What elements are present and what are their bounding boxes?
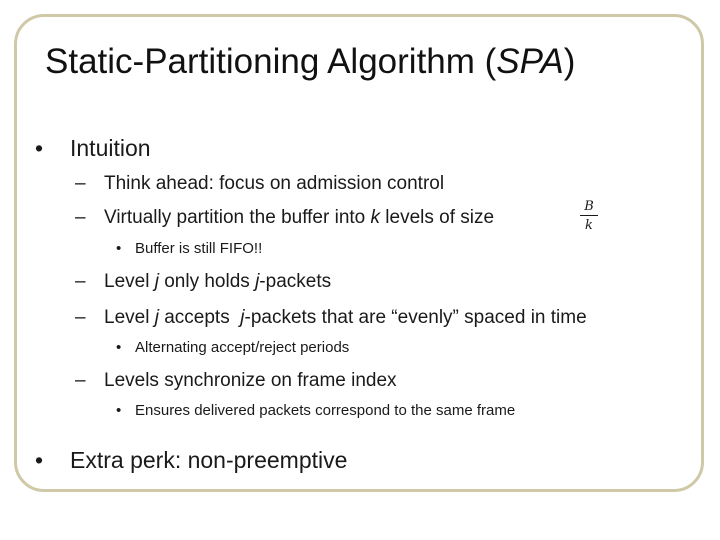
bullet-partition: [104, 208, 494, 227]
title-close: ): [563, 42, 576, 81]
accept-mid: accepts: [158, 307, 241, 328]
accept-var2: j: [240, 307, 245, 328]
fraction-denominator: k: [585, 218, 593, 233]
bullet-marker: •: [35, 447, 44, 473]
accept-var: j: [154, 307, 159, 328]
bullet-intuition: Intuition: [70, 135, 151, 161]
bullet-extra-perk: Extra perk: non-preemptive: [70, 447, 348, 473]
level-j-var2: j: [255, 271, 260, 292]
bullet-ensures: Ensures delivered packets correspond to the same frame: [135, 402, 516, 419]
level-j-mid: only holds: [158, 271, 256, 292]
bullet-fifo: Buffer is still FIFO!!: [135, 240, 263, 257]
partition-pre: Virtually partition the buffer into: [104, 207, 371, 228]
level-j-var: j: [154, 271, 159, 292]
bullet-sync: Levels synchronize on frame index: [104, 370, 397, 391]
accept-post: -packets that are “evenly” spaced in time: [244, 307, 587, 328]
bullet-think-ahead: Think ahead: focus on admission control: [104, 173, 445, 194]
dash-marker: –: [75, 271, 86, 292]
bullet-marker: •: [116, 402, 122, 419]
bullet-marker: •: [116, 339, 122, 356]
accept-pre: Level: [104, 307, 155, 328]
bullet-level-j-holds: [104, 272, 331, 291]
title-acronym: SPA: [496, 42, 564, 81]
dash-marker: –: [75, 207, 86, 228]
bullet-marker: •: [35, 135, 44, 161]
dash-marker: –: [75, 307, 86, 328]
bullet-level-j-accepts: [104, 308, 587, 327]
partition-post: levels of size: [380, 207, 495, 228]
fraction-numerator: B: [584, 199, 594, 214]
partition-var: k: [370, 207, 381, 228]
dash-marker: –: [75, 370, 86, 391]
bullet-marker: •: [116, 240, 122, 257]
title-main: Static-Partitioning Algorithm (: [45, 42, 497, 81]
fraction-b-over-k: [579, 200, 599, 232]
level-j-post: -packets: [259, 271, 332, 292]
dash-marker: –: [75, 173, 86, 194]
bullet-alternating: Alternating accept/reject periods: [135, 339, 350, 356]
slide-title: [45, 44, 575, 79]
level-j-pre: Level: [104, 271, 155, 292]
